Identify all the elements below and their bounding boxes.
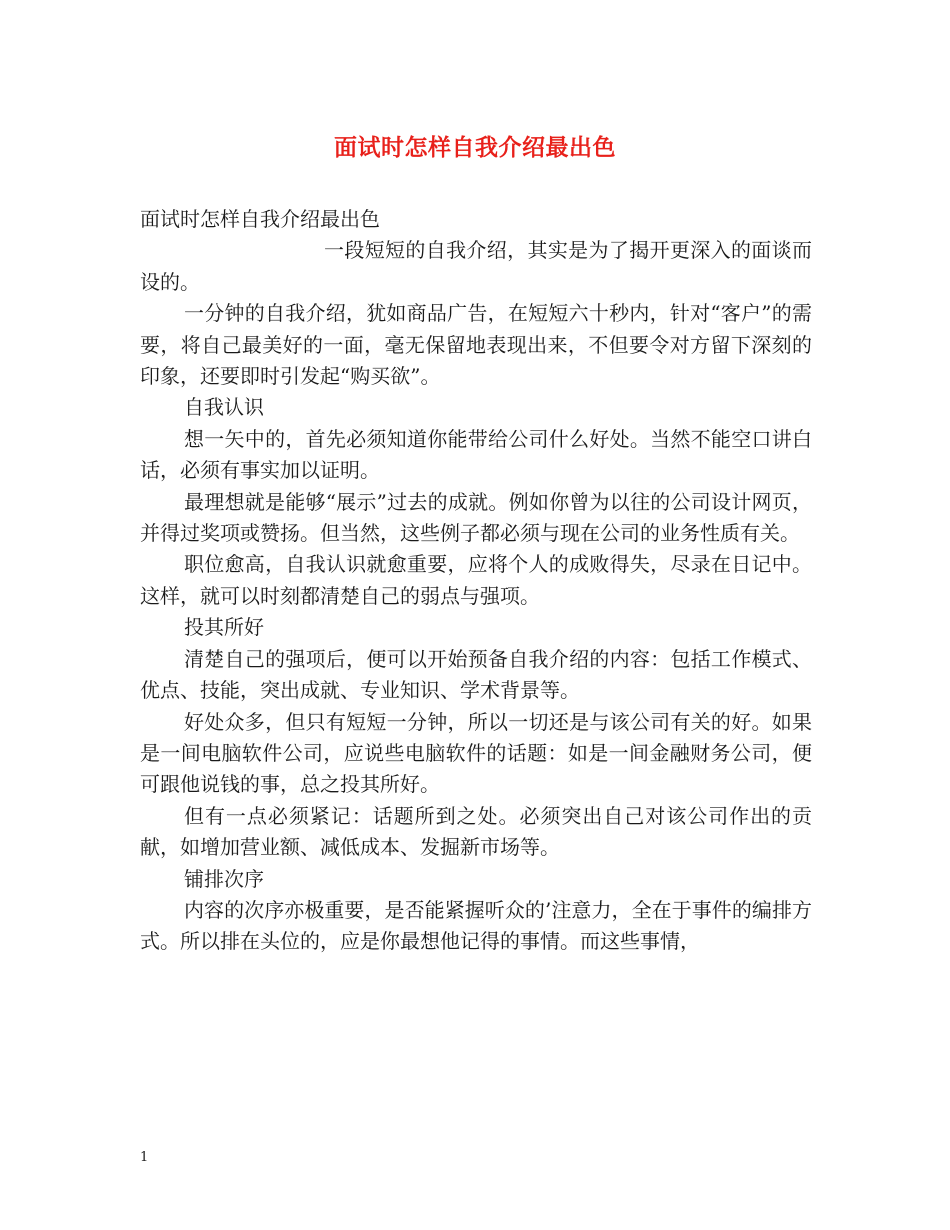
document-title: 面试时怎样自我介绍最出色 [334, 134, 616, 161]
body-paragraph-heading: 面试时怎样自我介绍最出色 [140, 207, 380, 231]
page-number: 1 [140, 1150, 149, 1165]
section-heading-cater-to-interests: 投其所好 [184, 615, 264, 640]
body-paragraph: 清楚自己的强项后，便可以开始预备自我介绍的内容：包括工作模式、优点、技能，突出成就、专业知识、学术背景等。 [140, 646, 812, 703]
body-paragraph: 职位愈高，自我认识就愈重要，应将个人的成败得失，尽录在日记中。这样，就可以时刻都清楚自己的弱点与强项。 [140, 552, 812, 608]
body-paragraph: 内容的次序亦极重要，是否能紧握听众的’注意力，全在于事件的编排方式。所以排在头位的，应是你最想他记得的事情。而这些事情， [140, 897, 812, 954]
body-paragraph: 想一矢中的，首先必须知道你能带给公司什么好处。当然不能空口讲白话，必须有事实加以证明。 [140, 426, 812, 483]
section-heading-arrange-order: 铺排次序 [184, 866, 264, 891]
body-paragraph: 好处众多，但只有短短一分钟，所以一切还是与该公司有关的好。如果是一间电脑软件公司，应说些电脑软件的话题：如是一间金融财务公司，便可跟他说钱的事，总之投其所好。 [140, 709, 812, 797]
section-heading-self-awareness: 自我认识 [184, 395, 264, 420]
document-body [140, 204, 812, 958]
body-paragraph: 最理想就是能够“展示”过去的成就。例如你曾为以往的公司设计网页，并得过奖项或赞扬。但当然，这些例子都必须与现在公司的业务性质有关。 [140, 489, 812, 546]
body-paragraph: 但有一点必须紧记：话题所到之处。必须突出自己对该公司作出的贡献，如增加营业额、减低成本、发掘新市场等。 [140, 803, 812, 860]
body-paragraph: 一分钟的自我介绍，犹如商品广告，在短短六十秒内，针对“客户”的需要，将自己最美好的一面，毫无保留地表现出来，不但要令对方留下深刻的印象，还要即时引发起“购买欲”。 [140, 301, 812, 389]
body-paragraph: 一段短短的自我介绍，其实是为了揭开更深入的面谈而设的。 [140, 238, 812, 294]
